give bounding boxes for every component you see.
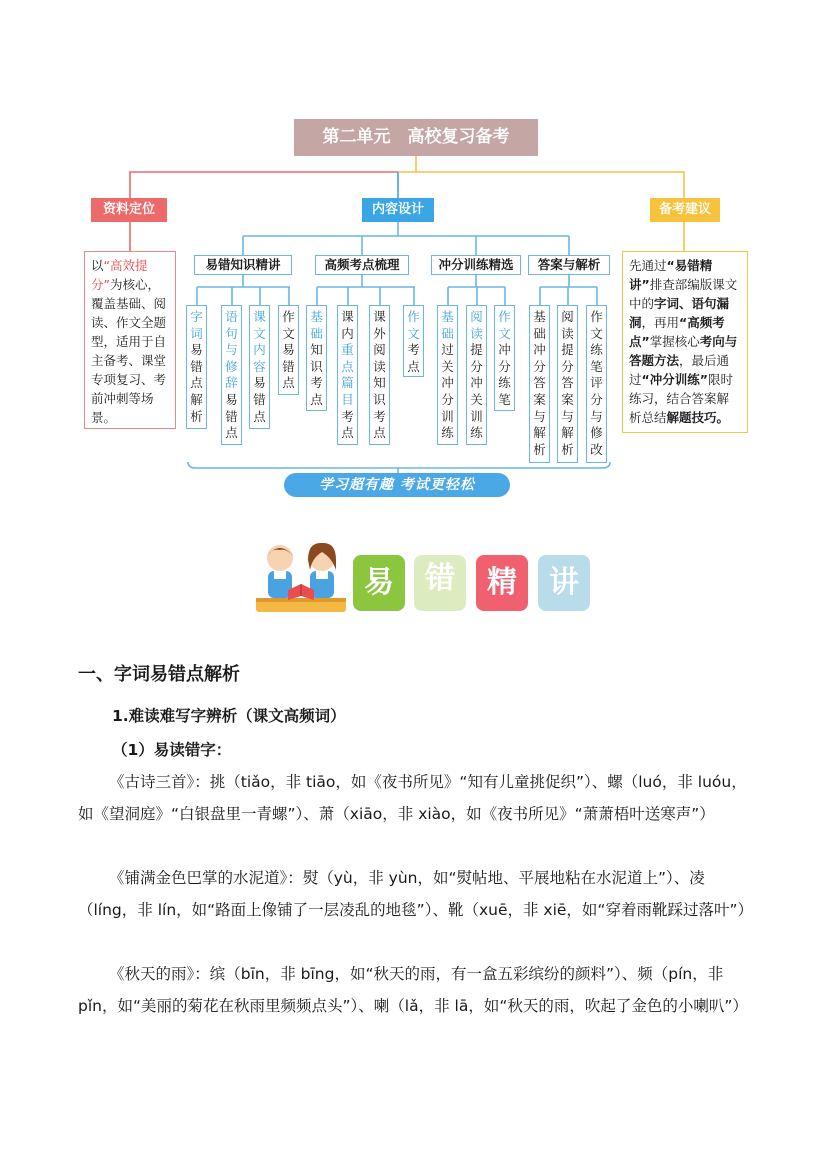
- exam-advice-box: 先通过“易错精讲”排查部编版课文中的字词、语句漏洞，再用“高频考点”掌握核心考向与答题方法，最后通过“冲分训练”限时练习，结合答案解析总结解题技巧。: [622, 251, 748, 433]
- column-reading-answers: 阅读提分答案与解析: [557, 305, 578, 463]
- positioning-box: 以“高效提分”为核心，覆盖基础、阅读、作文全题型，适用于自主备考、课堂专项复习、考前冲刺等场景。: [84, 251, 176, 429]
- column-writing-errors: 作文易错点: [278, 305, 299, 395]
- diagram-title: 第二单元 高校复习备考: [294, 119, 538, 156]
- students-reading-illustration: [252, 540, 350, 616]
- section-tile-4: 讲: [538, 555, 590, 611]
- sub-subsection-heading: （1）易读错字：: [112, 741, 232, 759]
- column-extra-reading: 课外阅读知识考点: [369, 305, 390, 445]
- positioning-tag: 资料定位: [91, 198, 167, 222]
- category-error-knowledge: 易错知识精讲: [194, 255, 292, 275]
- exam-advice-tag: 备考建议: [650, 198, 720, 222]
- column-inclass-reading: 课内重点篇目考点: [337, 305, 358, 445]
- category-key-points: 高频考点梳理: [315, 255, 409, 275]
- column-basic-answers: 基础冲分答案与解析: [529, 305, 550, 463]
- section-tile-3: 精: [476, 555, 528, 611]
- column-writing-scoring: 作文练笔评分与修改: [586, 305, 607, 463]
- column-sentence-errors: 语句与修辞易错点: [221, 305, 242, 445]
- section-heading: 一、字词易错点解析: [78, 664, 240, 685]
- section-tile-2: 错: [414, 555, 466, 611]
- column-reading-training: 阅读提分冲关训练: [466, 305, 487, 445]
- paragraph-cement-road: 《铺满金色巴掌的水泥道》：熨（yù，非 yùn，如“熨帖地、平展地粘在水泥道上”）、凌（líng，非 lín，如“路面上像铺了一层凌乱的地毯”）、靴（xuē，非 xiē，如“穿着雨靴踩过落叶”）: [78, 869, 753, 919]
- subsection-heading: 1.难读难写字辨析（课文高频词）: [112, 707, 346, 725]
- content-design-tag: 内容设计: [362, 198, 434, 222]
- slogan-banner: 学习超有趣 考试更轻松: [284, 473, 510, 497]
- category-answers: 答案与解析: [528, 255, 610, 275]
- section-tile-1: 易: [353, 555, 405, 611]
- column-basic-training: 基础过关冲分训练: [437, 305, 458, 445]
- column-writing-points: 作文考点: [403, 305, 424, 377]
- column-basic-points: 基础知识考点: [306, 305, 327, 411]
- column-text-errors: 课文内容易错点: [249, 305, 270, 429]
- column-word-errors: 字词易错点解析: [186, 305, 207, 429]
- column-writing-practice: 作文冲分练笔: [494, 305, 515, 411]
- paragraph-autumn-rain: 《秋天的雨》：缤（bīn，非 bīng，如“秋天的雨，有一盒五彩缤纷的颜料”）、频（pín，非 pǐn，如“美丽的菊花在秋雨里频频点头”）、喇（lǎ，非 lā，如“秋天的雨，吹起了金色的小喇叭”）: [78, 965, 748, 1015]
- paragraph-ancient-poems: 《古诗三首》：挑（tiǎo，非 tiāo，如《夜书所见》“知有儿童挑促织”）、螺（luó，非 luóu，如《望洞庭》“白银盘里一青螺”）、萧（xiāo，非 xiào，如《夜书所见》“萧萧梧叶送寒声”）: [78, 773, 747, 823]
- category-training: 冲分训练精选: [431, 255, 521, 275]
